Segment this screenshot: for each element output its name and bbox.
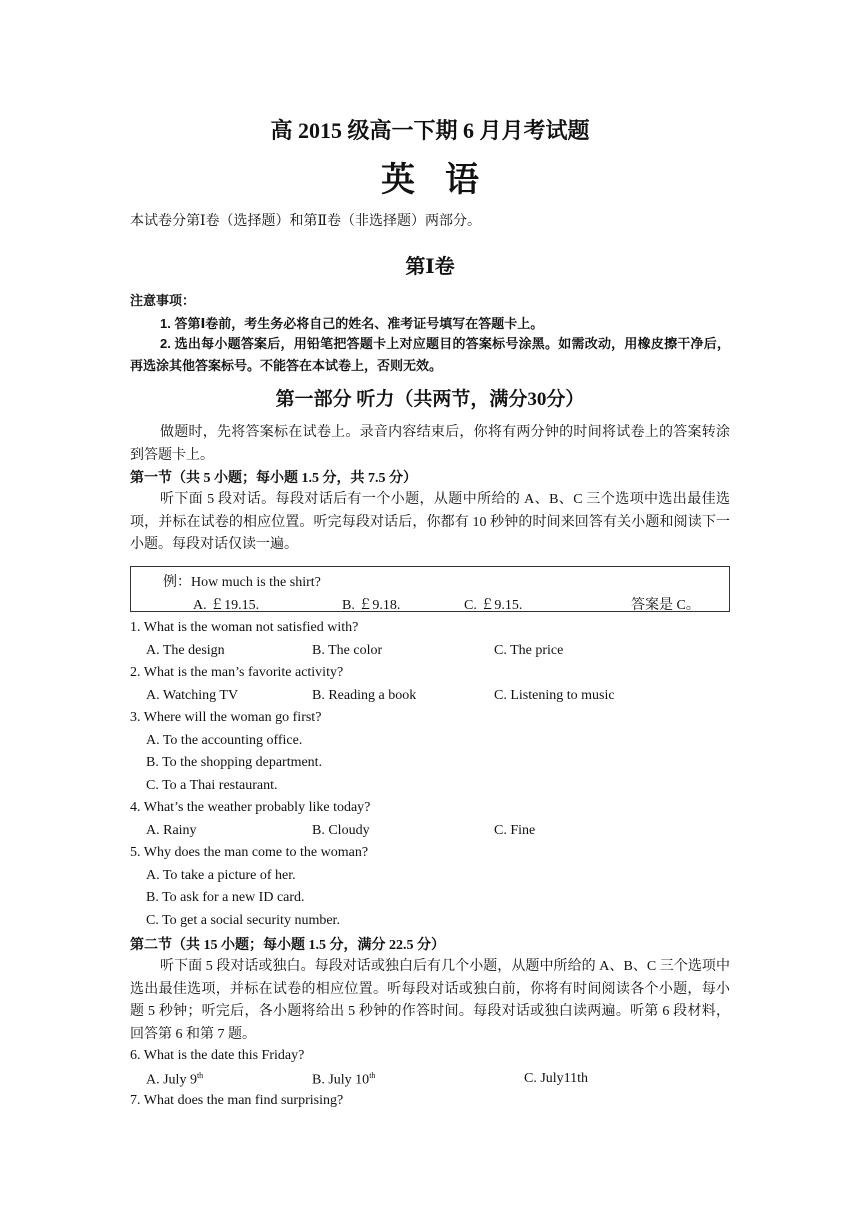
q4-option-b: B. Cloudy (312, 823, 370, 838)
exam-intro: 本试卷分第Ⅰ卷（选择题）和第Ⅱ卷（非选择题）两部分。 (130, 214, 482, 229)
notes-heading: 注意事项： (130, 293, 196, 308)
example-answer: 答案是 C。 (631, 598, 700, 613)
example-option-c: C. ￡9.15. (464, 598, 523, 613)
example-question: 例：How much is the shirt? (163, 575, 321, 590)
q2-option-a: A. Watching TV (146, 688, 239, 703)
q2-option-c: C. Listening to music (494, 688, 615, 703)
section2-instruction: 听下面 5 段对话或独白。每段对话或独白后有几个小题，从题中所给的 A、B、C 三个选项中选出最佳选项，并标在试卷的相应位置。听每段对话或独白前，你将有时间阅读各个小题，每小题 5 秒钟；听完后，各小题将给出 5 秒钟的作答时间。每段对话或独白读两遍。听第 6 段材料，回答第 6 和第 7 题。 (130, 959, 730, 1042)
q6-option-c: C. July11th (524, 1071, 589, 1086)
exam-title: 高 2015 级高一下期 6 月月考试题 (270, 118, 590, 143)
q1-option-a: A. The design (146, 643, 225, 658)
q5-option-a: A. To take a picture of her. (146, 868, 296, 883)
question-6: 6. What is the date this Friday? (130, 1048, 305, 1063)
section1-heading: 第一节（共 5 小题；每小题 1.5 分，共 7.5 分） (130, 471, 417, 486)
q3-option-b: B. To the shopping department. (146, 755, 323, 770)
question-3: 3. Where will the woman go first? (130, 710, 322, 725)
q5-option-c: C. To get a social security number. (146, 913, 340, 928)
q3-option-a: A. To the accounting office. (146, 733, 303, 748)
section2-heading: 第二节（共 15 小题；每小题 1.5 分，满分 22.5 分） (130, 938, 445, 953)
section1-instruction: 听下面 5 段对话。每段对话后有一个小题，从题中所给的 A、B、C 三个选项中选出最佳选项，并标在试卷的相应位置。听完每段对话后，你都有 10 秒钟的时间来回答有关小题和阅读下一小题。每段对话仅读一遍。 (130, 492, 730, 552)
volume-title: 第Ⅰ卷 (405, 256, 455, 278)
subject-title: 英语 (381, 162, 509, 199)
example-box (130, 566, 730, 612)
q4-option-c: C. Fine (494, 823, 536, 838)
example-option-a: A. ￡19.15. (193, 598, 260, 613)
notes-item-2: 2. 选出每小题答案后，用铅笔把答题卡上对应题目的答案标号涂黑。如需改动，用橡皮擦干净后，再选涂其他答案标号。不能答在本试卷上，否则无效。 (130, 336, 730, 373)
question-7: 7. What does the man find surprising? (130, 1093, 344, 1108)
example-option-b: B. ￡9.18. (342, 598, 401, 613)
question-2: 2. What is the man’s favorite activity? (130, 665, 344, 680)
question-5: 5. Why does the man come to the woman? (130, 845, 369, 860)
question-4: 4. What’s the weather probably like today? (130, 800, 371, 815)
q6-option-a: A. July 9th (146, 1071, 204, 1088)
notes-item-1: 1. 答第Ⅰ卷前，考生务必将自己的姓名、准考证号填写在答题卡上。 (160, 316, 544, 331)
q1-option-b: B. The color (312, 643, 383, 658)
q6-option-b: B. July 10th (312, 1071, 376, 1088)
q4-option-a: A. Rainy (146, 823, 197, 838)
q2-option-b: B. Reading a book (312, 688, 417, 703)
q3-option-c: C. To a Thai restaurant. (146, 778, 278, 793)
q5-option-b: B. To ask for a new ID card. (146, 890, 305, 905)
question-1: 1. What is the woman not satisfied with? (130, 620, 359, 635)
q1-option-c: C. The price (494, 643, 564, 658)
part1-title: 第一部分 听力（共两节，满分30分） (275, 389, 585, 410)
part1-instruction: 做题时，先将答案标在试卷上。录音内容结束后，你将有两分钟的时间将试卷上的答案转涂到答题卡上。 (130, 425, 730, 463)
